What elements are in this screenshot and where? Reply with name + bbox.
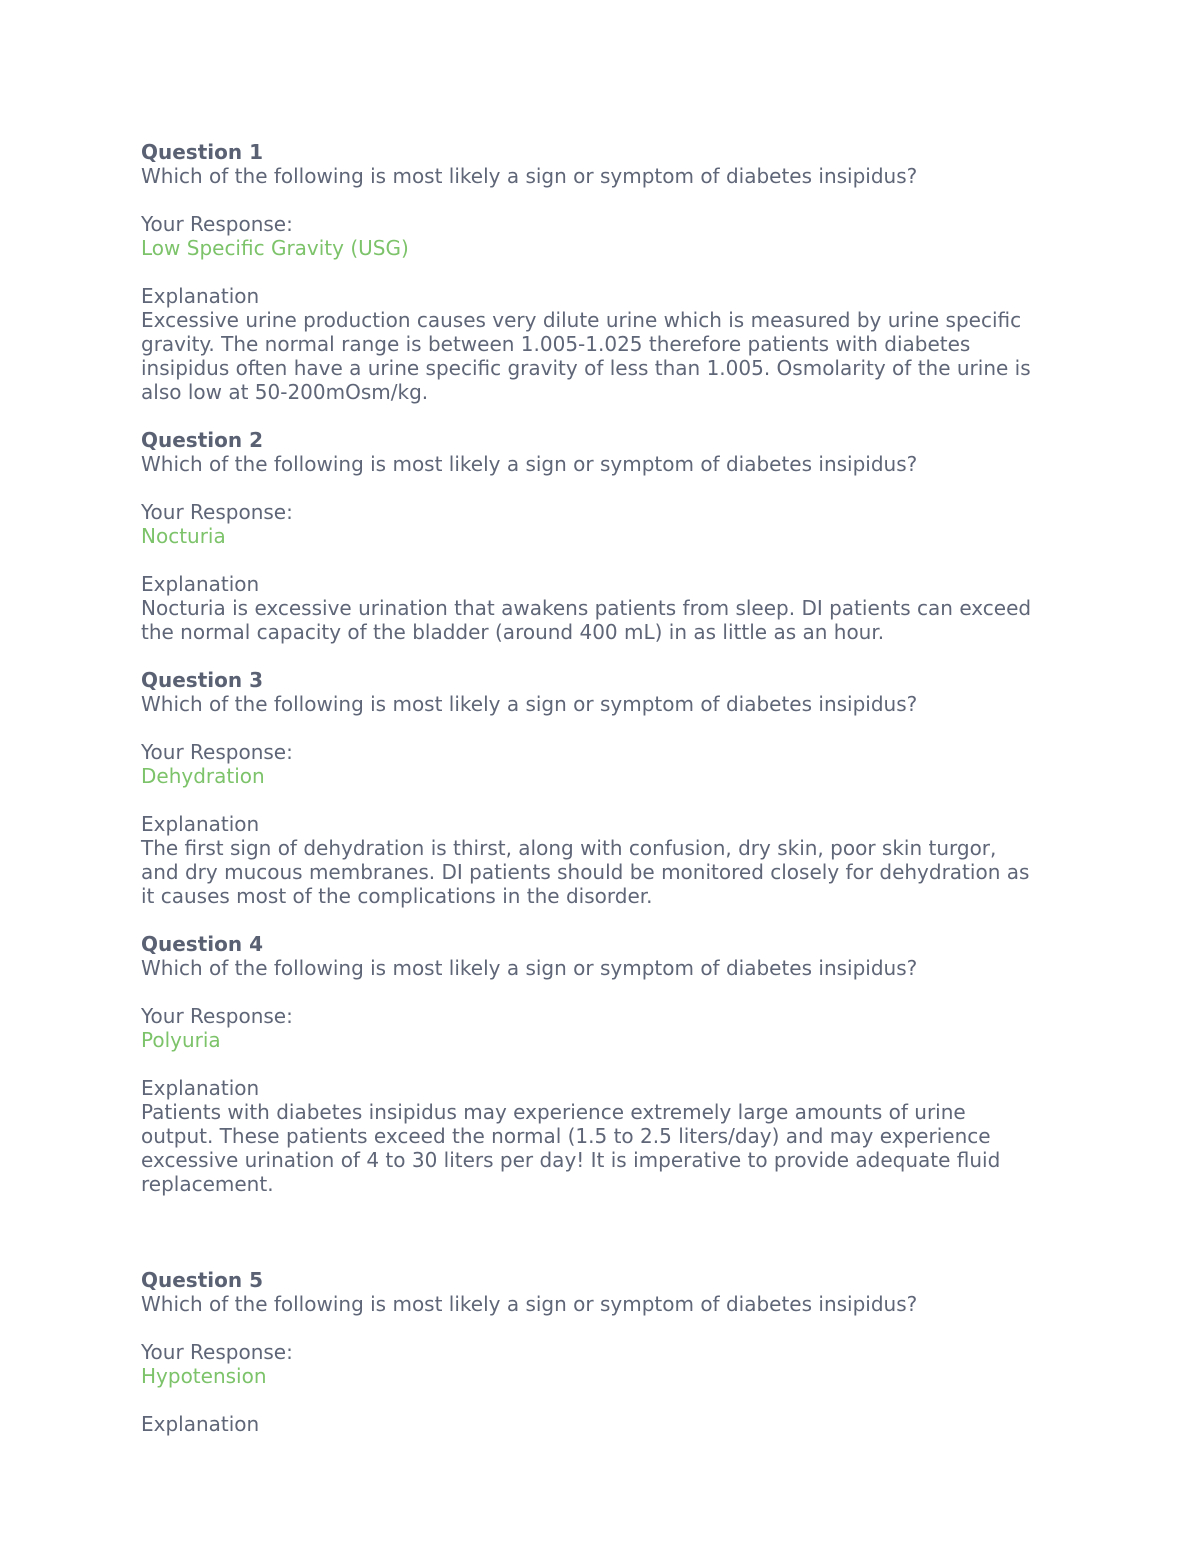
your-response-label: Your Response: (141, 740, 293, 764)
response-answer: Nocturia (141, 524, 226, 548)
question-block-3 (141, 668, 1071, 932)
explanation-line: excessive urination of 4 to 30 liters per day! It is imperative to provide adequate fluid (141, 1148, 1001, 1172)
explanation-line: Excessive urine production causes very dilute urine which is measured by urine specific (141, 308, 1022, 332)
question-title: Question 1 (141, 140, 263, 164)
question-prompt: Which of the following is most likely a sign or symptom of diabetes insipidus? (141, 956, 918, 980)
question-title: Question 4 (141, 932, 263, 956)
your-response-label: Your Response: (141, 1340, 293, 1364)
response-answer: Low Specific Gravity (USG) (141, 236, 409, 260)
question-block-5 (141, 1268, 1071, 1436)
explanation-line: replacement. (141, 1172, 274, 1196)
explanation-line: it causes most of the complications in the disorder. (141, 884, 653, 908)
response-answer: Polyuria (141, 1028, 221, 1052)
explanation-line: and dry mucous membranes. DI patients should be monitored closely for dehydration as (141, 860, 1030, 884)
explanation-line: output. These patients exceed the normal (1.5 to 2.5 liters/day) and may experience (141, 1124, 991, 1148)
explanation-line: The first sign of dehydration is thirst, along with confusion, dry skin, poor skin turgor, (141, 836, 997, 860)
question-block-4 (141, 932, 1071, 1268)
question-title: Question 2 (141, 428, 263, 452)
explanation-line: the normal capacity of the bladder (around 400 mL) in as little as an hour. (141, 620, 885, 644)
question-title: Question 3 (141, 668, 263, 692)
explanation-label: Explanation (141, 572, 260, 596)
explanation-label: Explanation (141, 1412, 260, 1436)
quiz-results-document (141, 140, 1071, 1436)
question-block-1 (141, 140, 1071, 428)
question-prompt: Which of the following is most likely a sign or symptom of diabetes insipidus? (141, 452, 918, 476)
your-response-label: Your Response: (141, 1004, 293, 1028)
question-block-2 (141, 428, 1071, 668)
explanation-line: Patients with diabetes insipidus may experience extremely large amounts of urine (141, 1100, 966, 1124)
response-answer: Hypotension (141, 1364, 267, 1388)
explanation-label: Explanation (141, 812, 260, 836)
explanation-label: Explanation (141, 1076, 260, 1100)
response-answer: Dehydration (141, 764, 265, 788)
explanation-line: Nocturia is excessive urination that awakens patients from sleep. DI patients can exceed (141, 596, 1032, 620)
explanation-line: insipidus often have a urine specific gravity of less than 1.005. Osmolarity of the urine is (141, 356, 1031, 380)
question-title: Question 5 (141, 1268, 263, 1292)
explanation-line: also low at 50-200mOsm/kg. (141, 380, 429, 404)
explanation-line: gravity. The normal range is between 1.005-1.025 therefore patients with diabetes (141, 332, 971, 356)
explanation-label: Explanation (141, 284, 260, 308)
your-response-label: Your Response: (141, 212, 293, 236)
question-prompt: Which of the following is most likely a sign or symptom of diabetes insipidus? (141, 164, 918, 188)
your-response-label: Your Response: (141, 500, 293, 524)
question-prompt: Which of the following is most likely a sign or symptom of diabetes insipidus? (141, 692, 918, 716)
question-prompt: Which of the following is most likely a sign or symptom of diabetes insipidus? (141, 1292, 918, 1316)
